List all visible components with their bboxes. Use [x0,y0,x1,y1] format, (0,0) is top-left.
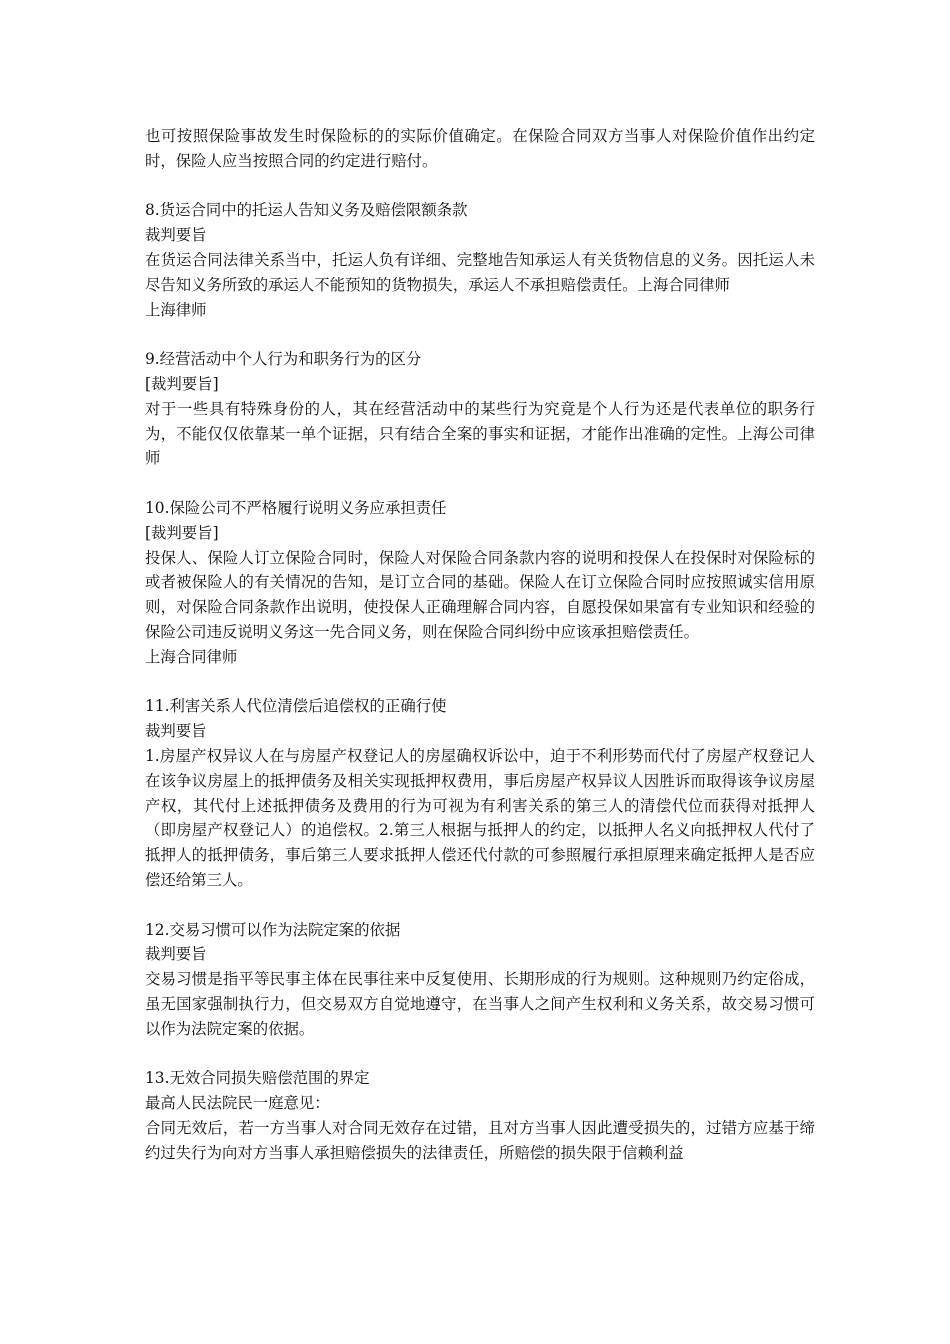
section-12-body: 交易习惯是指平等民事主体在民事往来中反复使用、长期形成的行为规则。这种规则乃约定俗成，虽无国家强制执行力，但交易双方自觉地遵守，在当事人之间产生权利和义务关系，故交易习惯可以作为法院定案的依据。 [145,970,815,1038]
section-10-heading: 10.保险公司不严格履行说明义务应承担责任 [145,498,447,517]
intro-paragraph: 也可按照保险事故发生时保险标的的实际价值确定。在保险合同双方当事人对保险价值作出约定时，保险人应当按照合同的约定进行赔付。 [145,127,815,170]
section-8-subheading: 裁判要旨 [145,226,207,245]
section-11-body: 1.房屋产权异议人在与房屋产权登记人的房屋确权诉讼中，迫于不利形势而代付了房屋产权登记人在该争议房屋上的抵押债务及相关实现抵押权费用，事后房屋产权异议人因胜诉而取得该争议房屋产权，其代付上述抵押债务及费用的行为可视为有利害关系的第三人的清偿代位而获得对抵押人（即房屋产权登记人）的追偿权。2.第三人根据与抵押人的约定，以抵押人名义向抵押权人代付了抵押人的抵押债务，事后第三人要求抵押人偿还代付款的可参照履行承担原理来确定抵押人是否应偿还给第三人。 [145,746,815,889]
section-13-heading: 13.无效合同损失赔偿范围的界定 [145,1069,370,1088]
section-8-body: 在货运合同法律关系当中，托运人负有详细、完整地告知承运人有关货物信息的义务。因托运人未尽告知义务所致的承运人不能预知的货物损失，承运人不承担赔偿责任。上海合同律师 [145,250,815,294]
paragraph-spacer [145,1041,815,1066]
section-13-body: 合同无效后，若一方当事人对合同无效存在过错，且对方当事人因此遭受损失的，过错方应基于缔约过失行为向对方当事人承担赔偿损失的法律责任，所赔偿的损失限于信赖利益 [145,1118,815,1162]
section-10-note: 上海合同律师 [145,647,238,666]
paragraph-spacer [145,322,815,347]
section-11-subheading: 裁判要旨 [145,722,207,741]
section-11-heading: 11.利害关系人代位清偿后追偿权的正确行使 [145,697,447,716]
paragraph-spacer [145,471,815,496]
paragraph-spacer [145,670,815,695]
section-9-subheading: [裁判要旨] [145,374,219,393]
paragraph-spacer [145,893,815,918]
section-10-body: 投保人、保险人订立保险合同时，保险人对保险合同条款内容的说明和投保人在投保时对保险标的或者被保险人的有关情况的告知，是订立合同的基础。保险人在订立保险合同时应按照诚实信用原则，对保险合同条款作出说明，使投保人正确理解合同内容，自愿投保如果富有专业知识和经验的保险公司违反说明义务这一先合同义务，则在保险合同纠纷中应该承担赔偿责任。 [145,548,815,641]
section-10-subheading: [裁判要旨] [145,523,219,542]
section-8-note: 上海律师 [145,300,207,319]
paragraph-spacer [145,174,815,199]
section-8-heading: 8.货运合同中的托运人告知义务及赔偿限额条款 [145,201,468,220]
section-13-subheading: 最高人民法院民一庭意见： [145,1094,330,1113]
section-12-subheading: 裁判要旨 [145,945,207,964]
section-12-heading: 12.交易习惯可以作为法院定案的依据 [145,920,401,939]
section-9-body: 对于一些具有特殊身份的人，其在经营活动中的某些行为究竟是个人行为还是代表单位的职务行为，不能仅仅依靠某一单个证据，只有结合全案的事实和证据，才能作出准确的定性。上海公司律师 [145,399,815,468]
section-9-heading: 9.经营活动中个人行为和职务行为的区分 [145,350,422,369]
document-body [145,124,815,1165]
